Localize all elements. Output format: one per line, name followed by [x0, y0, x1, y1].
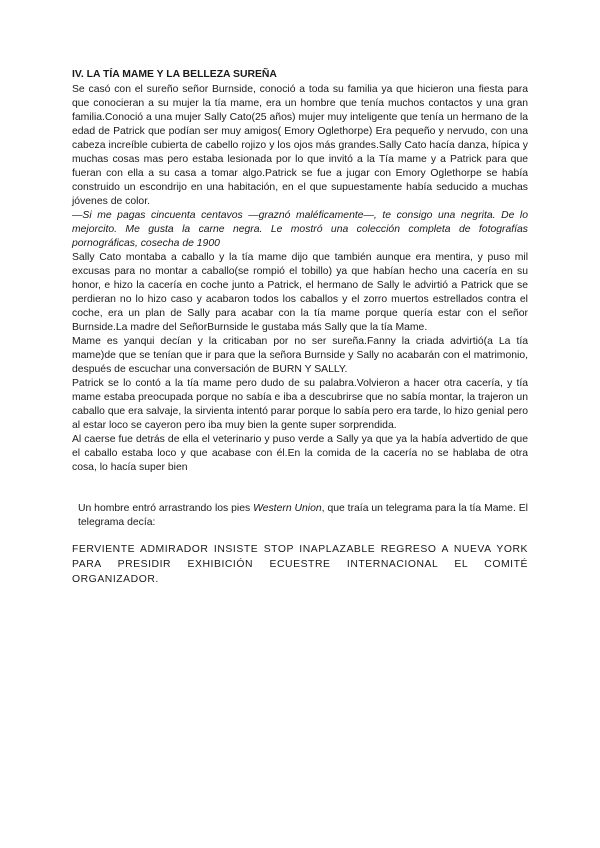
paragraph-wedding: Se casó con el sureño señor Burnside, conoció a toda su familia ya que hicieron una fiesta para que conocieran a su mujer la tía mame, era un hombre que tenía muchos contactos y una gran familia.Conoció a una mujer Sally Cato(25 años) mujer muy inteligente que tenía un hermano de la edad de Patrick que podían ser muy amigos( Emory Oglethorpe) Era pequeño y nervudo, con una cabeza increíble cubierta de cabello rojizo y los ojos más grandes.Sally Cato hacía danza, hípica y muchas cosas mas pero estaba lesionada por lo que invitó a la Tía mame y a Patrick para que fueran con ella a su casa a tomar algo.Patrick se fue a jugar con Emory Oglethorpe se había construido un escondrijo en una habitación, en el que supuestamente había seducido a muchas jóvenes de color.: [72, 84, 528, 207]
telegram-text: FERVIENTE ADMIRADOR INSISTE STOP INAPLAZABLE REGRESO A NUEVA YORK PARA PRESIDIR EXHIBICIÓN ECUESTRE INTERNACIONAL EL COMITÉ ORGANIZADOR.: [72, 544, 528, 585]
telegram-company: Western Union: [253, 503, 322, 514]
telegram-intro-before: Un hombre entró arrastrando los pies: [78, 503, 254, 514]
document-page: [72, 68, 528, 587]
telegram-intro-after: , que traía un telegrama para la tía Mame. El telegrama decía:: [78, 503, 528, 528]
paragraph-hunt: Sally Cato montaba a caballo y la tía mame dijo que también aunque era mentira, y puso mil excusas para no montar a caballo(se rompió el tobillo) ya que habían hecho una cacería en su honor, e hizo la cacería en coche junto a Patrick, el hermano de Sally le advirtió a Patrick que se perdieran no lo hizo caso y acabaron todos los caballos y el zorro muertos estrellados contra el coche, era un plan de Sally para acabar con la tía mame porque quería estar con el señor Burnside.La madre del SeñorBurnside le gustaba más Sally que la tía Mame.: [72, 252, 528, 333]
paragraph-telegram-intro: [72, 502, 528, 530]
paragraph-second-hunt: Patrick se lo contó a la tía mame pero dudo de su palabra.Volvieron a hacer otra cacería, y tía mame estaba preocupada porque no sabía e iba a descubrirse que no sabía montar, la trajeron un caballo que era salvaje, la sirvienta intentó parar porque lo sabía pero era tarde, lo hizo genial pero al estar loco se cayeron pero iba muy bien la gente super sorprendida.: [72, 378, 528, 431]
paragraph-fanny: Mame es yanqui decían y la criticaban por no ser sureña.Fanny la criada advirtió(a La tía mame)de que se tenían que ir para que la señora Burnside y Sally no acabarán con el matrimonio, después de escuchar una conversación de BURN Y SALLY.: [72, 336, 528, 375]
paragraph-vet: Al caerse fue detrás de ella el veterinario y puso verde a Sally ya que ya la había advertido de que el caballo estaba loco y que acabase con él.En la comida de la cacería no se hablaba de otra cosa, lo hacía super bien: [72, 434, 528, 473]
spacer: [72, 475, 528, 502]
paragraph-quote: —Si me pagas cincuenta centavos —graznó maléficamente—, te consigo una negrita. De lo mejorcito. Me gusta la carne negra. Le mostró una colección completa de fotografías pornográficas, cosecha de 1900: [72, 210, 528, 249]
chapter-title: IV. LA TÍA MAME Y LA BELLEZA SUREÑA: [72, 69, 277, 80]
